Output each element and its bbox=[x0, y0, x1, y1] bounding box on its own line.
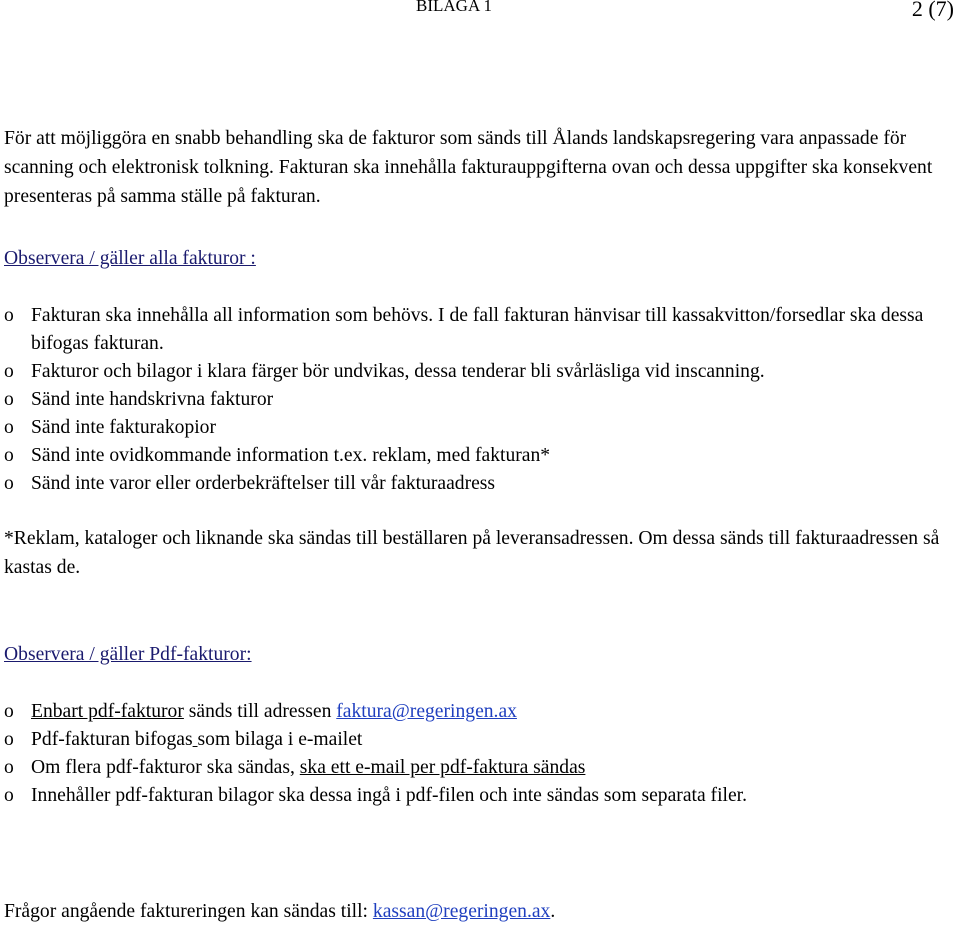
list-item bbox=[4, 358, 956, 386]
bullet-marker: o bbox=[4, 785, 14, 806]
list-item-text: Fakturor och bilagor i klara färger bör undvikas, dessa tenderar bli svårläsliga vid inscanning. bbox=[31, 361, 765, 382]
advertising-footnote: *Reklam, kataloger och liknande ska sändas till beställaren på leveransadressen. Om dessa sänds till fakturaadressen så kastas de. bbox=[4, 528, 940, 578]
list-item bbox=[4, 442, 956, 470]
bullet-marker: o bbox=[4, 389, 14, 410]
bullet-marker: o bbox=[4, 361, 14, 382]
list-item-text: Innehåller pdf-fakturan bilagor ska dessa ingå i pdf-filen och inte sändas som separata filer. bbox=[31, 785, 748, 806]
bullet-marker: o bbox=[4, 729, 14, 750]
list-item bbox=[4, 782, 956, 810]
contact-text: Frågor angående faktureringen kan sändas till: bbox=[4, 901, 373, 922]
contact-end: . bbox=[550, 901, 556, 922]
bullet-marker: o bbox=[4, 701, 14, 722]
list-item bbox=[4, 698, 956, 726]
list-item-text-rest: som bilaga i e-mailet bbox=[197, 729, 363, 750]
bullet-marker: o bbox=[4, 757, 14, 778]
list-item bbox=[4, 754, 956, 782]
header-attachment-label: BILAGA 1 bbox=[416, 0, 493, 15]
list-item bbox=[4, 726, 956, 754]
bullet-marker: o bbox=[4, 473, 14, 494]
list-item-text: Sänd inte ovidkommande information t.ex. reklam, med fakturan* bbox=[31, 445, 551, 466]
bullet-marker: o bbox=[4, 417, 14, 438]
list-item bbox=[4, 302, 956, 358]
bullet-marker: o bbox=[4, 445, 14, 466]
list-item-text: Pdf-fakturan bifogas bbox=[31, 729, 193, 750]
contact-email-link[interactable]: kassan@regeringen.ax bbox=[372, 901, 551, 922]
list-item-text: Fakturan ska innehålla all information som behövs. I de fall fakturan hänvisar till kassakvitton/forsedlar ska dessa bifogas fakturan. bbox=[31, 305, 924, 354]
list-item bbox=[4, 470, 956, 498]
list-item bbox=[4, 414, 956, 442]
bullet-marker: o bbox=[4, 305, 14, 326]
pdf-only-emphasis: Enbart pdf-fakturor bbox=[31, 701, 184, 722]
list-item-text: Om flera pdf-fakturor ska sändas, bbox=[31, 757, 300, 778]
list-item-text: Sänd inte handskrivna fakturor bbox=[31, 389, 274, 410]
pdf-invoices-list bbox=[4, 698, 956, 810]
all-invoices-list bbox=[4, 302, 956, 498]
list-item bbox=[4, 386, 956, 414]
section-heading-pdf-invoices: Observera / gäller Pdf-fakturor: bbox=[4, 644, 252, 665]
one-email-per-pdf-emphasis: ska ett e-mail per pdf-faktura sändas bbox=[299, 757, 586, 778]
section-heading-all-invoices: Observera / gäller alla fakturor : bbox=[4, 248, 256, 269]
contact-line bbox=[4, 897, 956, 926]
list-item-text: sänds till adressen bbox=[183, 701, 337, 722]
list-item-text: Sänd inte varor eller orderbekräftelser till vår fakturaadress bbox=[31, 473, 496, 494]
page-number: 2 (7) bbox=[911, 0, 954, 21]
intro-paragraph: För att möjliggöra en snabb behandling ska de fakturor som sänds till Ålands landskapsregering vara anpassade för scanning och elektronisk tolkning. Fakturan ska innehålla fakturauppgifterna ovan och dessa uppgifter ska konsekvent presenteras på samma ställe på fakturan. bbox=[4, 128, 933, 207]
list-item-text: Sänd inte fakturakopior bbox=[31, 417, 217, 438]
invoice-email-link[interactable]: faktura@regeringen.ax bbox=[336, 701, 517, 722]
